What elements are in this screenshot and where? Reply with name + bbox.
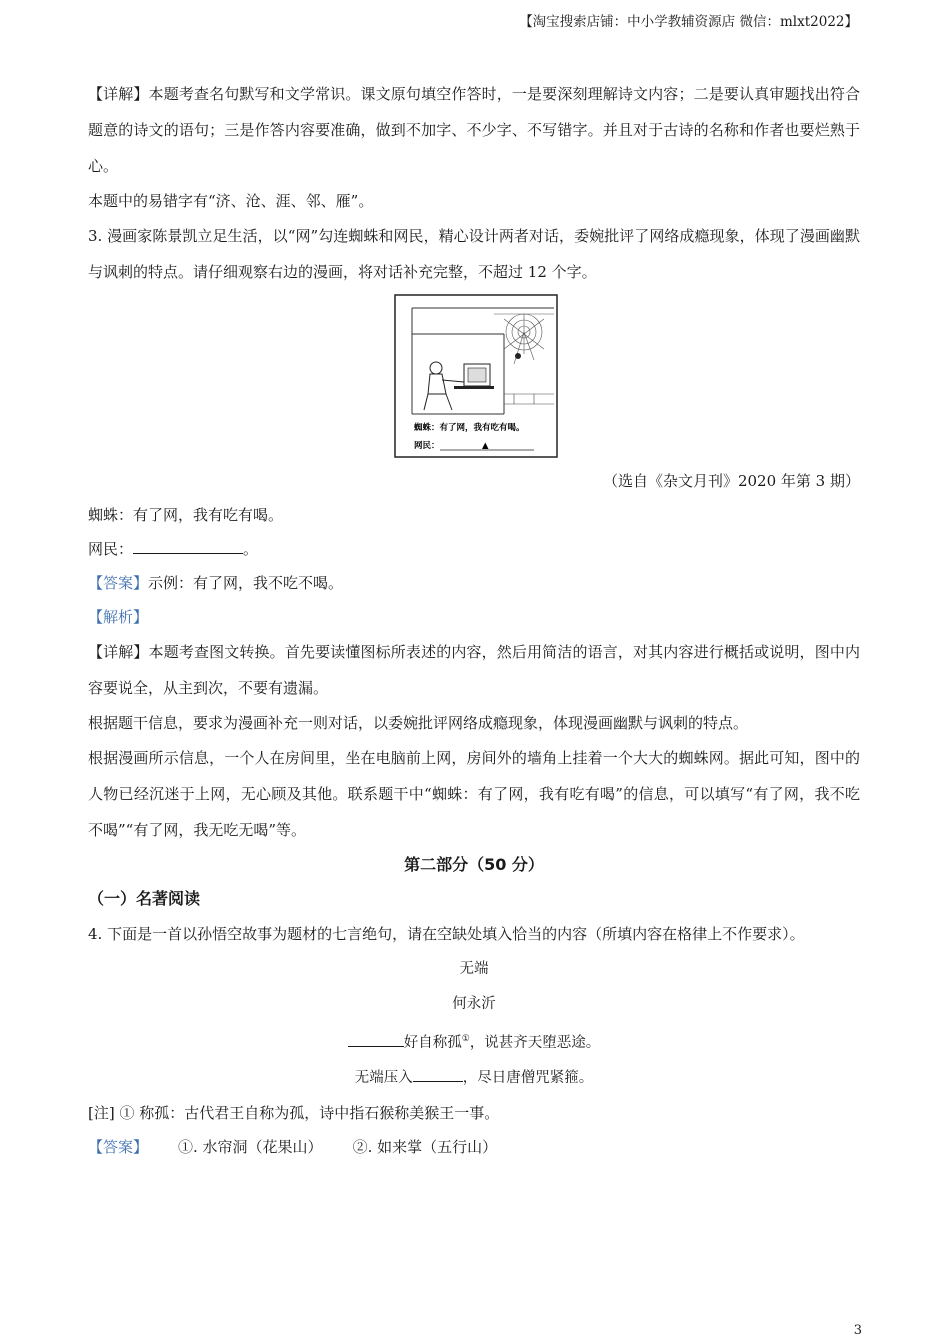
- answer-blank: [133, 538, 243, 554]
- poem-blank-1: [348, 1031, 404, 1047]
- poem-line-1: 好自称孤①，说甚齐天堕恶途。: [88, 1022, 860, 1061]
- poem-note: [注] ① 称孤：古代君王自称为孤，诗中指石猴称美猴王一事。: [88, 1103, 500, 1122]
- question-3-stem: 3. 漫画家陈景凯立足生活，以“网”勾连蜘蛛和网民，精心设计两者对话，委婉批评了网络成瘾现象，体现了漫画幽默与讽刺的特点。请仔细观察右边的漫画，将对话补充完整，不超过 12 个字。: [88, 227, 860, 281]
- easy-error-chars: 本题中的易错字有“济、沧、涯、邻、雁”。: [88, 192, 374, 210]
- q3-detail-paragraph-2: 根据漫画所示信息，一个人在房间里，坐在电脑前上网，房间外的墙角上挂着一个大大的蜘蛛网。据此可知，图中的人物已经沉迷于上网，无心顾及其他。联系题干中“蜘蛛：有了网，我有吃有喝”的信息，可以填写“有了网，我不吃不喝”“有了网，我无吃无喝”等。: [88, 749, 861, 839]
- question-4-stem: 4. 下面是一首以孙悟空故事为题材的七言绝句，请在空缺处填入恰当的内容（所填内容在格律上不作要求）。: [88, 925, 805, 943]
- comic-figure: [88, 294, 860, 464]
- netizen-dialogue: 网民： 。: [88, 540, 259, 558]
- page-number: 3: [853, 1323, 862, 1338]
- analysis-label: 【解析】: [88, 608, 149, 626]
- spider-web-comic: [394, 294, 558, 458]
- q3-detail-line3: 根据题干信息，要求为漫画补充一则对话，以委婉批评网络成瘾现象，体现漫画幽默与讽刺的特点。: [88, 714, 749, 732]
- poem-blank-2: [413, 1066, 463, 1082]
- page-header: 【淘宝搜索店铺：中小学教辅资源店 微信：mlxt2022】: [519, 14, 858, 30]
- answer-label: 【答案】: [88, 1137, 149, 1156]
- page-content: [88, 76, 860, 1164]
- q3-detail-paragraph: 【详解】本题考查图文转换。首先要读懂图标所表述的内容，然后用简洁的语言，对其内容进行概括或说明，图中内容要说全，从主到次，不要有遗漏。: [88, 643, 860, 697]
- poem-line-2: 无端压入 ，尽日唐僧咒紧箍。: [88, 1061, 860, 1096]
- spider-dialogue: 蜘蛛：有了网，我有吃有喝。: [88, 506, 284, 524]
- comic-caption-spider: 蜘蛛：有了网，我有吃有喝。: [414, 423, 525, 433]
- comic-caption-triangle: ▲: [482, 441, 489, 451]
- q4-answer: 【答案】 ①. 水帘洞（花果山） ②. 如来掌（五行山）: [88, 1137, 498, 1156]
- part-2-title: 第二部分（50 分）: [404, 855, 544, 874]
- poem-author: 何永沂: [452, 996, 496, 1012]
- comic-source: （选自《杂文月刊》2020 年第 3 期）: [602, 472, 860, 490]
- section-1-title: （一）名著阅读: [88, 889, 201, 908]
- comic-caption-netizen-prefix: 网民：: [414, 441, 440, 451]
- detail-paragraph-1: 【详解】本题考查名句默写和文学常识。课文原句填空作答时，一是要深刻理解诗文内容；二是要认真审题找出符合题意的诗文的语句；三是作答内容要准确，做到不加字、不少字、不写错字。并且对于古诗的名称和作者也要烂熟于心。: [88, 85, 860, 175]
- answer-label: 【答案】: [88, 574, 149, 592]
- poem-title: 无端: [459, 961, 489, 977]
- q3-answer: 【答案】示例：有了网，我不吃不喝。: [88, 574, 344, 592]
